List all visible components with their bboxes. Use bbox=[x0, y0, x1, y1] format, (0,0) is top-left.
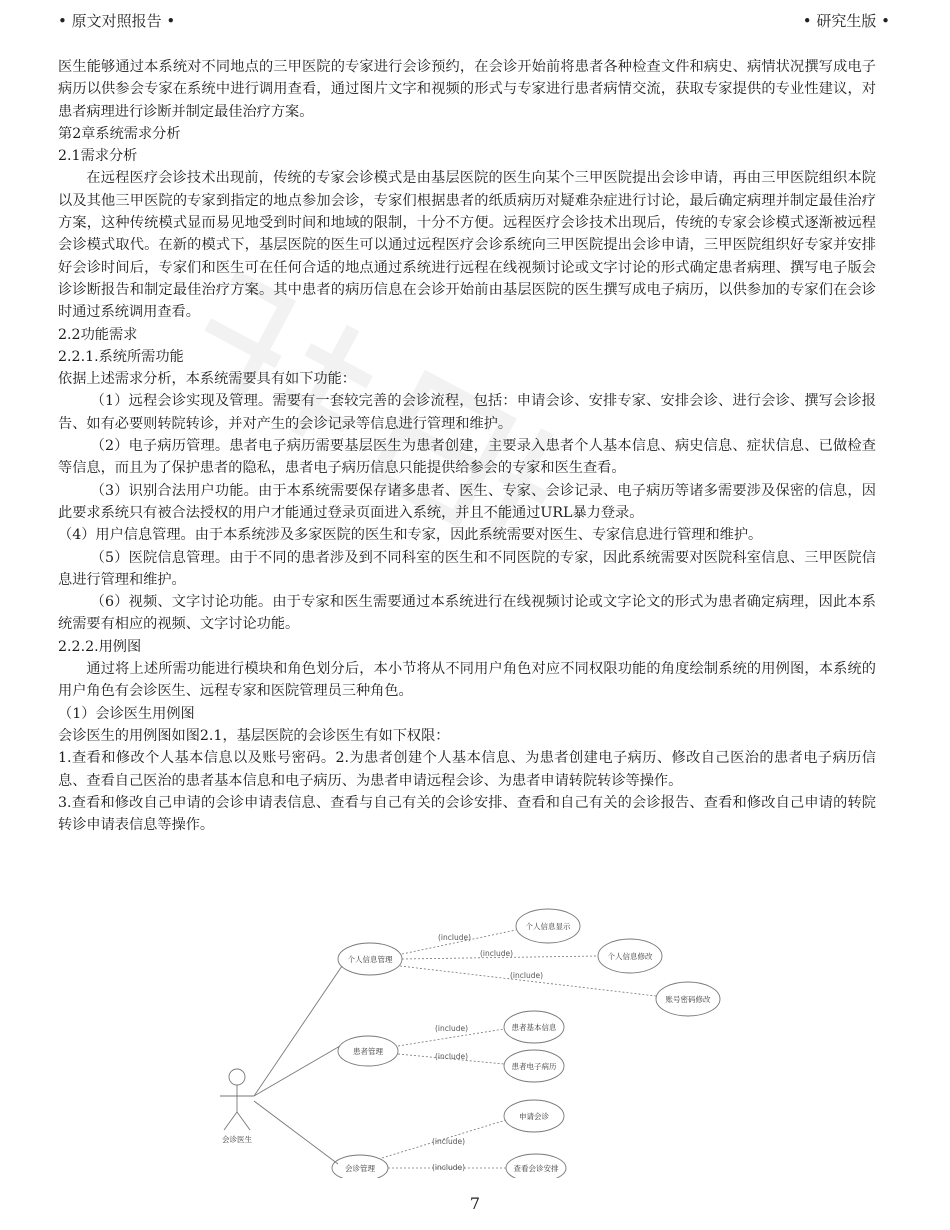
usecase-arrange: 查看会诊安排 bbox=[513, 1164, 559, 1173]
paragraph-lead: 会诊医生的用例图如图2.1，基层医院的会诊医生有如下权限： bbox=[58, 727, 450, 744]
list-item: （3）识别合法用户功能。由于本系统需要保存诸多患者、医生、专家、会诊记录、电子病历等诸多需要涉及保密的信息，因此要求系统只有被合法授权的用户才能通过登录页面进入系统，并且不能通过URL暴力登录。 bbox=[58, 482, 876, 521]
include-label: (include) bbox=[435, 1052, 469, 1061]
usecase-patient-emr: 患者电子病历 bbox=[511, 1062, 557, 1071]
include-label: (include) bbox=[432, 1137, 466, 1146]
usecase-patient-basic: 患者基本信息 bbox=[511, 1023, 557, 1032]
usecase-personal-info: 个人信息管理 bbox=[347, 955, 393, 964]
association-line bbox=[254, 1101, 338, 1164]
usecase-info-view: 个人信息显示 bbox=[525, 922, 571, 931]
include-label: (include) bbox=[510, 971, 544, 980]
use-case-diagram bbox=[210, 896, 750, 1178]
chapter-heading: 第2章系统需求分析 bbox=[58, 125, 181, 142]
usecase-apply: 申请会诊 bbox=[519, 1112, 549, 1121]
actor-head bbox=[229, 1069, 245, 1085]
permission-list: 3.查看和修改自己申请的会诊申请表信息、查看与自己有关的会诊安排、查看和自己有关的会诊报告、查看和修改自己申请的转院转诊申请表信息等操作。 bbox=[58, 794, 876, 834]
section-heading: 2.1需求分析 bbox=[58, 148, 138, 165]
section-heading: 2.2功能需求 bbox=[58, 326, 138, 343]
list-item: （6）视频、文字讨论功能。由于专家和医生需要通过本系统进行在线视频讨论或文字论文的形式为患者确定病理，因此本系统需要有相应的视频、文字讨论功能。 bbox=[58, 594, 876, 633]
actor-label: 会诊医生 bbox=[222, 1135, 252, 1144]
include-label: (include) bbox=[432, 1163, 466, 1172]
list-item: （1）远程会诊实现及管理。需要有一套较完善的会诊流程，包括：申请会诊、安排专家、安排会诊、进行会诊、撰写会诊报告、如有必要则转院转诊，并对产生的会诊记录等信息进行管理和维护。 bbox=[58, 393, 876, 432]
header-left: • 原文对照报告 • bbox=[58, 12, 176, 30]
include-label: (include) bbox=[480, 949, 514, 958]
list-item: （2）电子病历管理。患者电子病历需要基层医生为患者创建，主要录入患者个人基本信息、病史信息、症状信息、已做检查等信息，而且为了保护患者的隐私，患者电子病历信息只能提供给参会的专家和医生查看。 bbox=[58, 438, 876, 477]
include-label: (include) bbox=[435, 1024, 469, 1033]
header-right: • 研究生版 • bbox=[802, 12, 890, 30]
paragraph-intro: 医生能够通过本系统对不同地点的三甲医院的专家进行会诊预约，在会诊开始前将患者各种检查文件和病史、病情状况撰写成电子病历以供参会专家在系统中进行调用查看，通过图片文字和视频的形式与专家进行患者病情交流，获取专家提供的专业性建议，对患者病理进行诊断并制定最佳治疗方案。 bbox=[58, 59, 876, 120]
list-item: （4）用户信息管理。由于本系统涉及多家医院的医生和专家，因此系统需要对医生、专家信息进行管理和维护。 bbox=[58, 527, 763, 544]
include-label: (include) bbox=[438, 933, 472, 942]
usecase-account: 账号密码修改 bbox=[665, 995, 711, 1004]
usecase-consult: 会诊管理 bbox=[345, 1164, 375, 1173]
page-number: 7 bbox=[469, 1194, 481, 1213]
item-heading: （1）会诊医生用例图 bbox=[58, 705, 195, 722]
actor-body bbox=[220, 1085, 254, 1130]
usecase-info-edit: 个人信息修改 bbox=[607, 952, 653, 961]
document-body bbox=[58, 56, 876, 836]
subsection-heading: 2.2.1.系统所需功能 bbox=[58, 348, 184, 365]
paragraph-requirements: 在远程医疗会诊技术出现前，传统的专家会诊模式是由基层医院的医生向某个三甲医院提出会诊申请，再由三甲医院组织本院以及其他三甲医院的专家到指定的地点参加会诊，专家们根据患者的纸质病历对疑难杂症进行讨论，最后确定病理并制定最佳治疗方案，这种传统模式显而易见地受到时间和地域的限制，十分不方便。远程医疗会诊技术出现后，传统的专家会诊模式逐渐被远程会诊模式取代。在新的模式下，基层医院的医生可以通过远程医疗会诊系统向三甲医院提出会诊申请，三甲医院组织好专家并安排好会诊时间后，专家们和医生可在任何合适的地点通过系统进行远程在线视频讨论或文字讨论的形式确定患者病理、撰写电子版会诊诊断报告和制定最佳治疗方案。其中患者的病历信息在会诊开始前由基层医院的医生撰写成电子病历，以供参加的专家们在会诊时通过系统调用查看。 bbox=[58, 170, 876, 321]
paragraph-lead: 依据上述需求分析，本系统需要具有如下功能： bbox=[58, 371, 356, 388]
usecase-patient: 患者管理 bbox=[353, 1047, 383, 1056]
permission-list: 1.查看和修改个人基本信息以及账号密码。2.为患者创建个人基本信息、为患者创建电子病历、修改自己医治的患者电子病历信息、查看自己医治的患者基本信息和电子病历、为患者申请远程会诊、为患者申请转院转诊等操作。 bbox=[58, 750, 876, 789]
list-item: （5）医院信息管理。由于不同的患者涉及到不同科室的医生和不同医院的专家，因此系统需要对医院科室信息、三甲医院信息进行管理和维护。 bbox=[58, 549, 876, 588]
association-line bbox=[254, 966, 342, 1096]
subsection-heading: 2.2.2.用例图 bbox=[58, 638, 142, 655]
association-line bbox=[254, 1046, 340, 1096]
paragraph-usecase: 通过将上述所需功能进行模块和角色划分后，本小节将从不同用户角色对应不同权限功能的角度绘制系统的用例图，本系统的用户角色有会诊医生、远程专家和医院管理员三种角色。 bbox=[58, 661, 876, 700]
